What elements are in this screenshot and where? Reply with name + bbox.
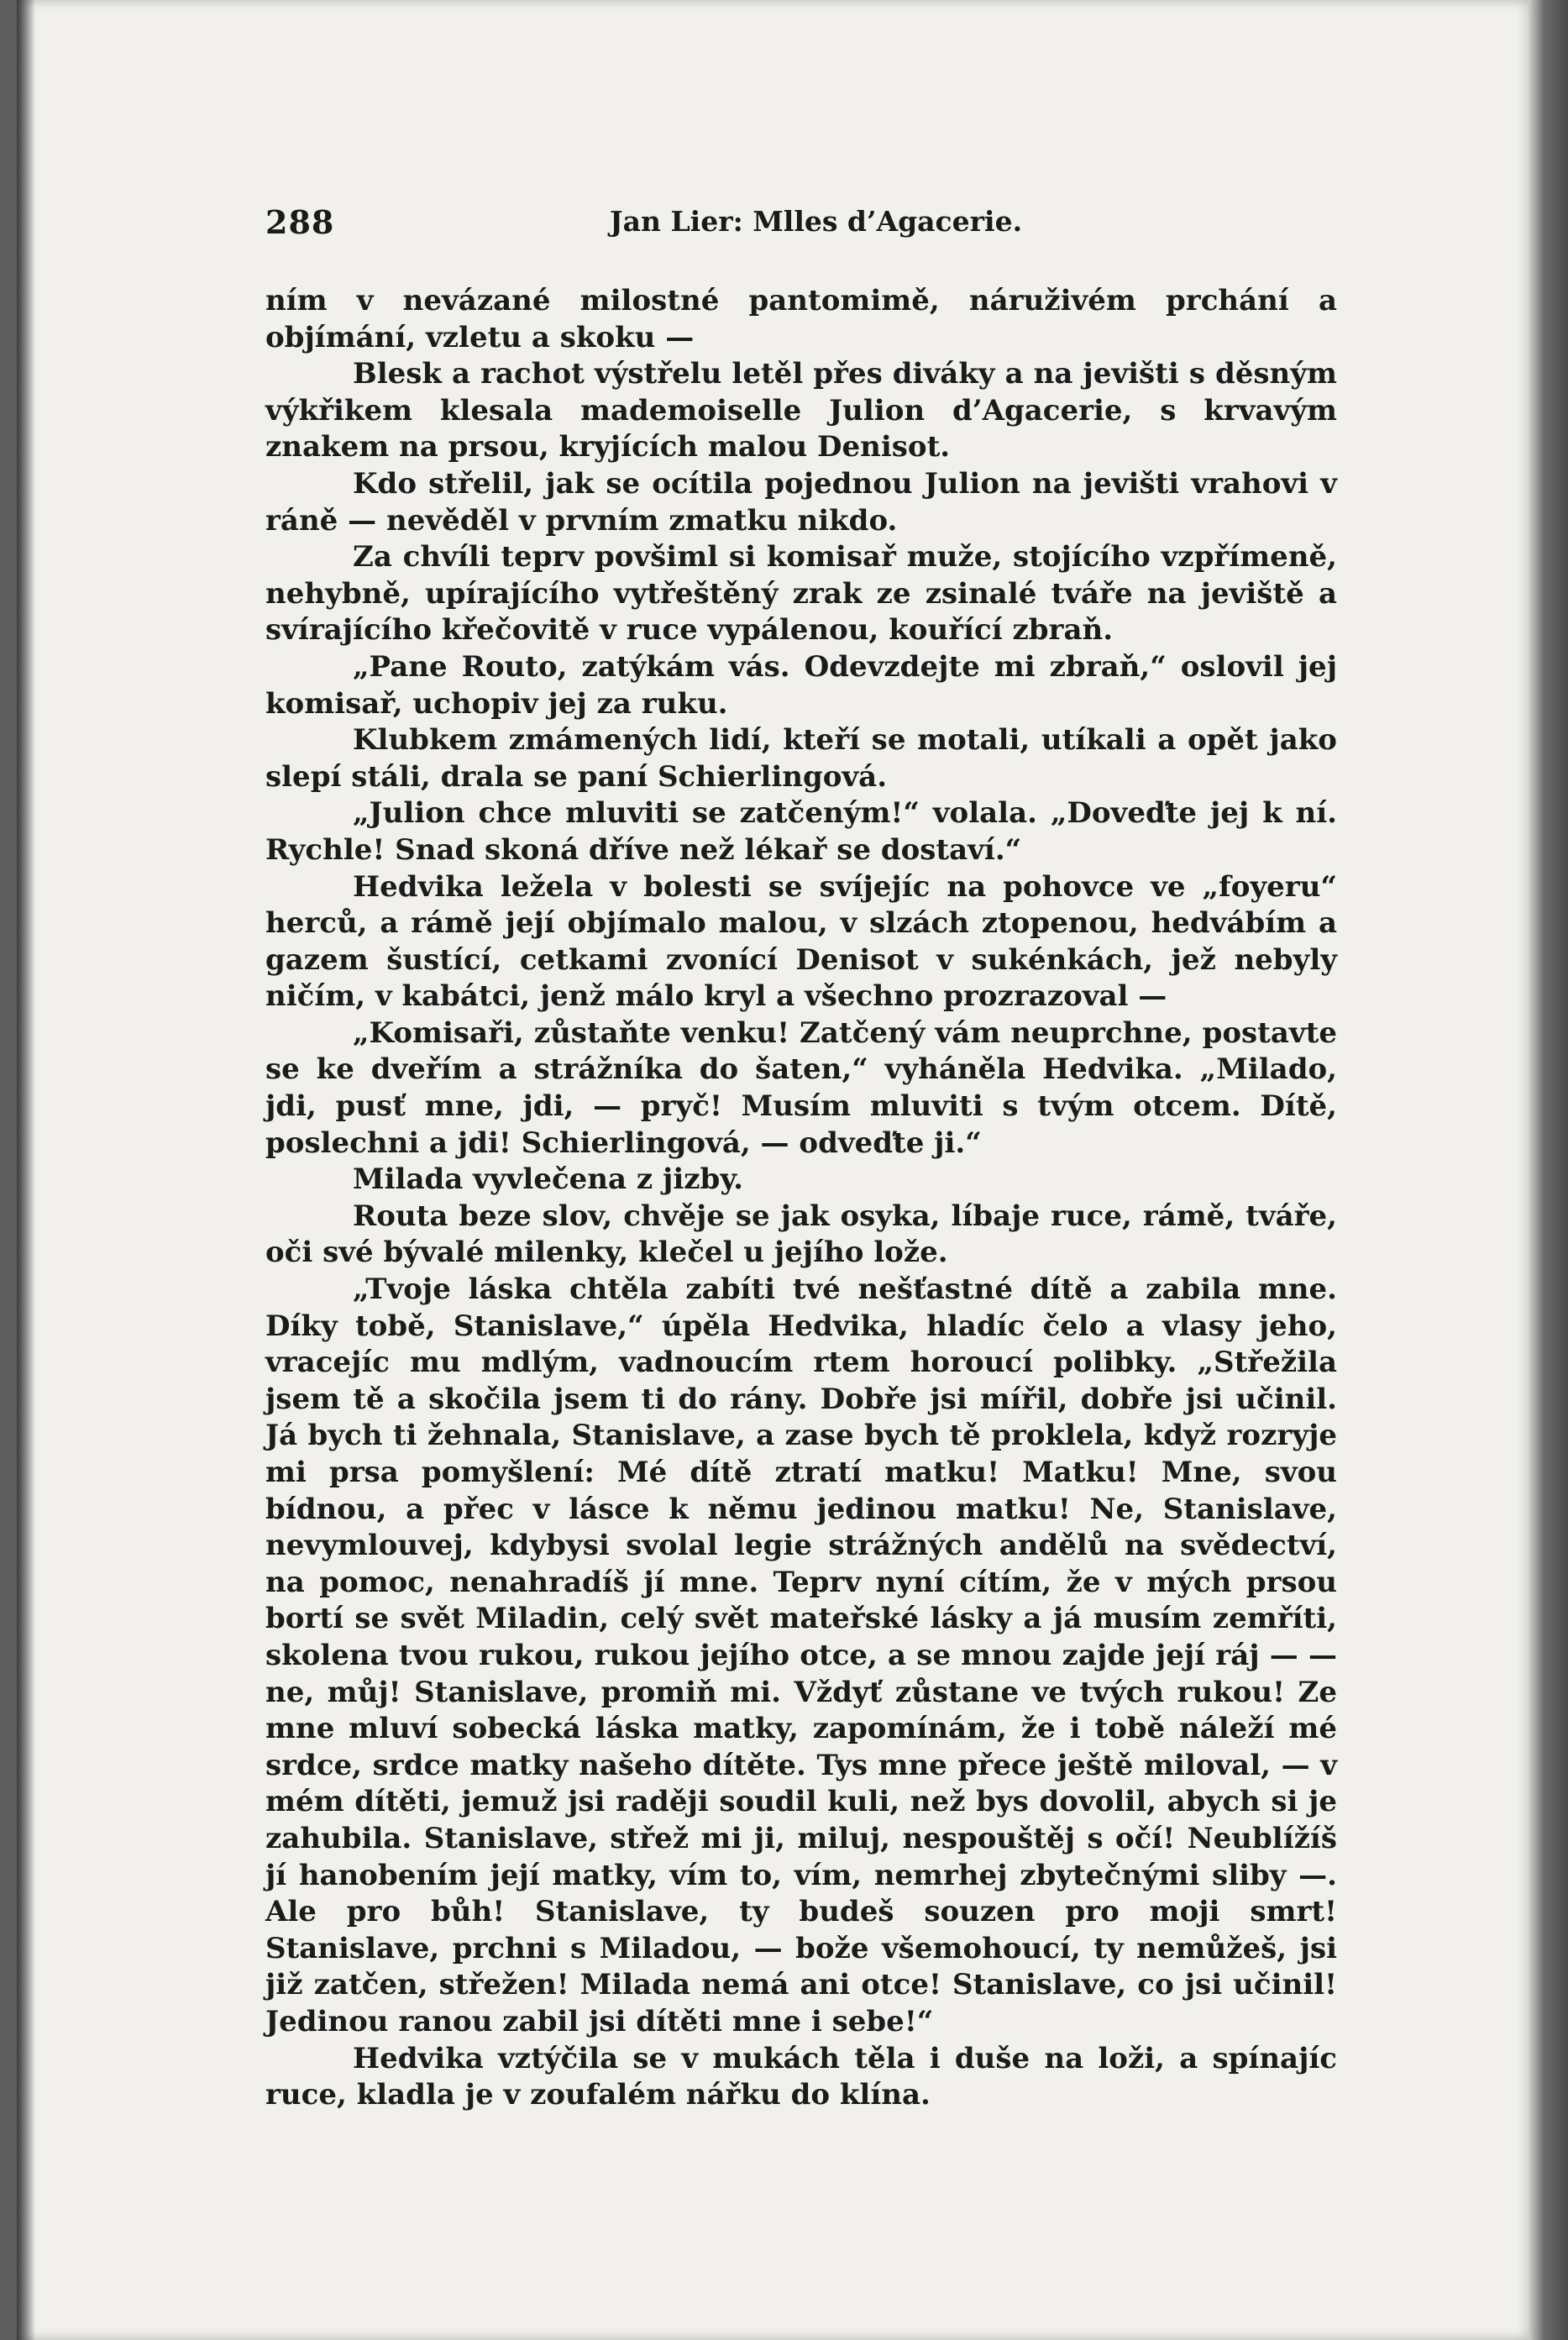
paragraph: Kdo střelil, jak se ocítila pojednou Julion na jevišti vrahovi v ráně — nevěděl v prvním zmatku nikdo. — [265, 466, 1337, 538]
page-edge — [1529, 0, 1568, 2340]
paragraph: Routa beze slov, chvěje se jak osyka, líbaje ruce, rámě, tváře, oči své bývalé milenky, klečel u jejího lože. — [265, 1199, 1337, 1270]
paragraph: ním v nevázané milostné pantomimě, náruživém prchání a objímání, vzletu a skoku — — [265, 284, 1337, 354]
page-header — [265, 203, 1340, 254]
body-text — [265, 283, 1337, 2114]
paragraph: Hedvika vztýčila se v mukách těla i duše na loži, a spínajíc ruce, kladla je v zoufalém nářku do klína. — [265, 2041, 1337, 2112]
paragraph: Milada vyvlečena z jizby. — [353, 1162, 744, 1197]
running-title: Jan Lier: Mlles d’Agacerie. — [610, 205, 1023, 238]
book-spine-shadow — [17, 0, 35, 2340]
paragraph: „Tvoje láska chtěla zabíti tvé nešťastné dítě a zabila mne. Díky tobě, Stanislave,“ úpěla Hedvika, hladíc čelo a vlasy jeho, vracejíc mu mdlým, vadnoucím rtem horoucí polibky. „Střežila jsem tě a skočila jsem ti do rány. Dobře jsi mířil, dobře jsi učinil. Já bych ti žehnala, Stanislave, a zase bych tě proklela, když rozryje mi prsa pomyšlení: Mé dítě ztratí matku! Matku! Mne, svou bídnou, a přec v lásce k němu jedinou matku! Ne, Stanislave, nevymlouvej, kdybysi svolal legie strážných andělů na svědectví, na pomoc, nenahradíš jí mne. Teprv nyní cítím, že v mých prsou bortí se svět Miladin, celý svět mateřské lásky a já musím zemříti, skolena tvou rukou, rukou jejího otce, a se mnou zajde její ráj — — ne, můj! Stanislave, promiň mi. Vždyť zůstane ve tvých rukou! Ze mne mluví sobecká láska matky, zapomínám, že i tobě náleží mé srdce, srdce matky našeho dítěte. Tys mne přece ještě miloval, — v mém dítěti, jemuž jsi raději soudil kuli, než bys dovolil, abych si je zahubila. Stanislave, střež mi ji, miluj, nespouštěj s očí! Neublížíš jí hanobením její matky, vím to, vím, nemrhej zbytečnými sliby —. Ale pro bůh! Stanislave, ty budeš souzen pro moji smrt! Stanislave, prchni s Miladou, — bože všemohoucí, ty nemůžeš, jsi již zatčen, střežen! Milada nemá ani otce! Stanislave, co jsi učinil! Jedinou ranou zabil jsi dítěti mne i sebe!“ — [265, 1272, 1337, 2038]
paragraph: Za chvíli teprv povšiml si komisař muže, stojícího vzpřímeně, nehybně, upírajícího vytřeštěný zrak ze zsinalé tváře na jeviště a svírajícího křečovitě v ruce vypálenou, kouřící zbraň. — [265, 540, 1337, 648]
paragraph: Hedvika ležela v bolesti se svíjejíc na pohovce ve „foyeru“ herců, a rámě její objímalo malou, v slzách ztopenou, hedvábím a gazem šustící, cetkami zvonící Denisot v sukénkách, jež nebyly ničím, v kabátci, jenž málo kryl a všechno prozrazoval — — [265, 869, 1337, 1014]
paragraph: „Julion chce mluviti se zatčeným!“ volala. „Doveďte jej k ní. Rychle! Snad skoná dříve než lékař se dostaví.“ — [265, 796, 1337, 867]
paragraph: Klubkem zmámených lidí, kteří se motali, utíkali a opět jako slepí stáli, drala se paní Schierlingová. — [265, 723, 1337, 794]
paragraph: „Komisaři, zůstaňte venku! Zatčený vám neuprchne, postavte se ke dveřím a strážníka do šaten,“ vyháněla Hedvika. „Milado, jdi, pusť mne, jdi, — pryč! Musím mluviti s tvým otcem. Dítě, poslechni a jdi! Schierlingová, — odveďte ji.“ — [265, 1015, 1337, 1160]
paragraph: „Pane Routo, zatýkám vás. Odevzdejte mi zbraň,“ oslovil jej komisař, uchopiv jej za ruku. — [265, 649, 1337, 721]
page-number: 288 — [265, 203, 335, 241]
paragraph: Blesk a rachot výstřelu letěl přes diváky a na jevišti s děsným výkřikem klesala mademoiselle Julion d’Agacerie, s krvavým znakem na prsou, kryjících malou Denisot. — [265, 357, 1337, 464]
